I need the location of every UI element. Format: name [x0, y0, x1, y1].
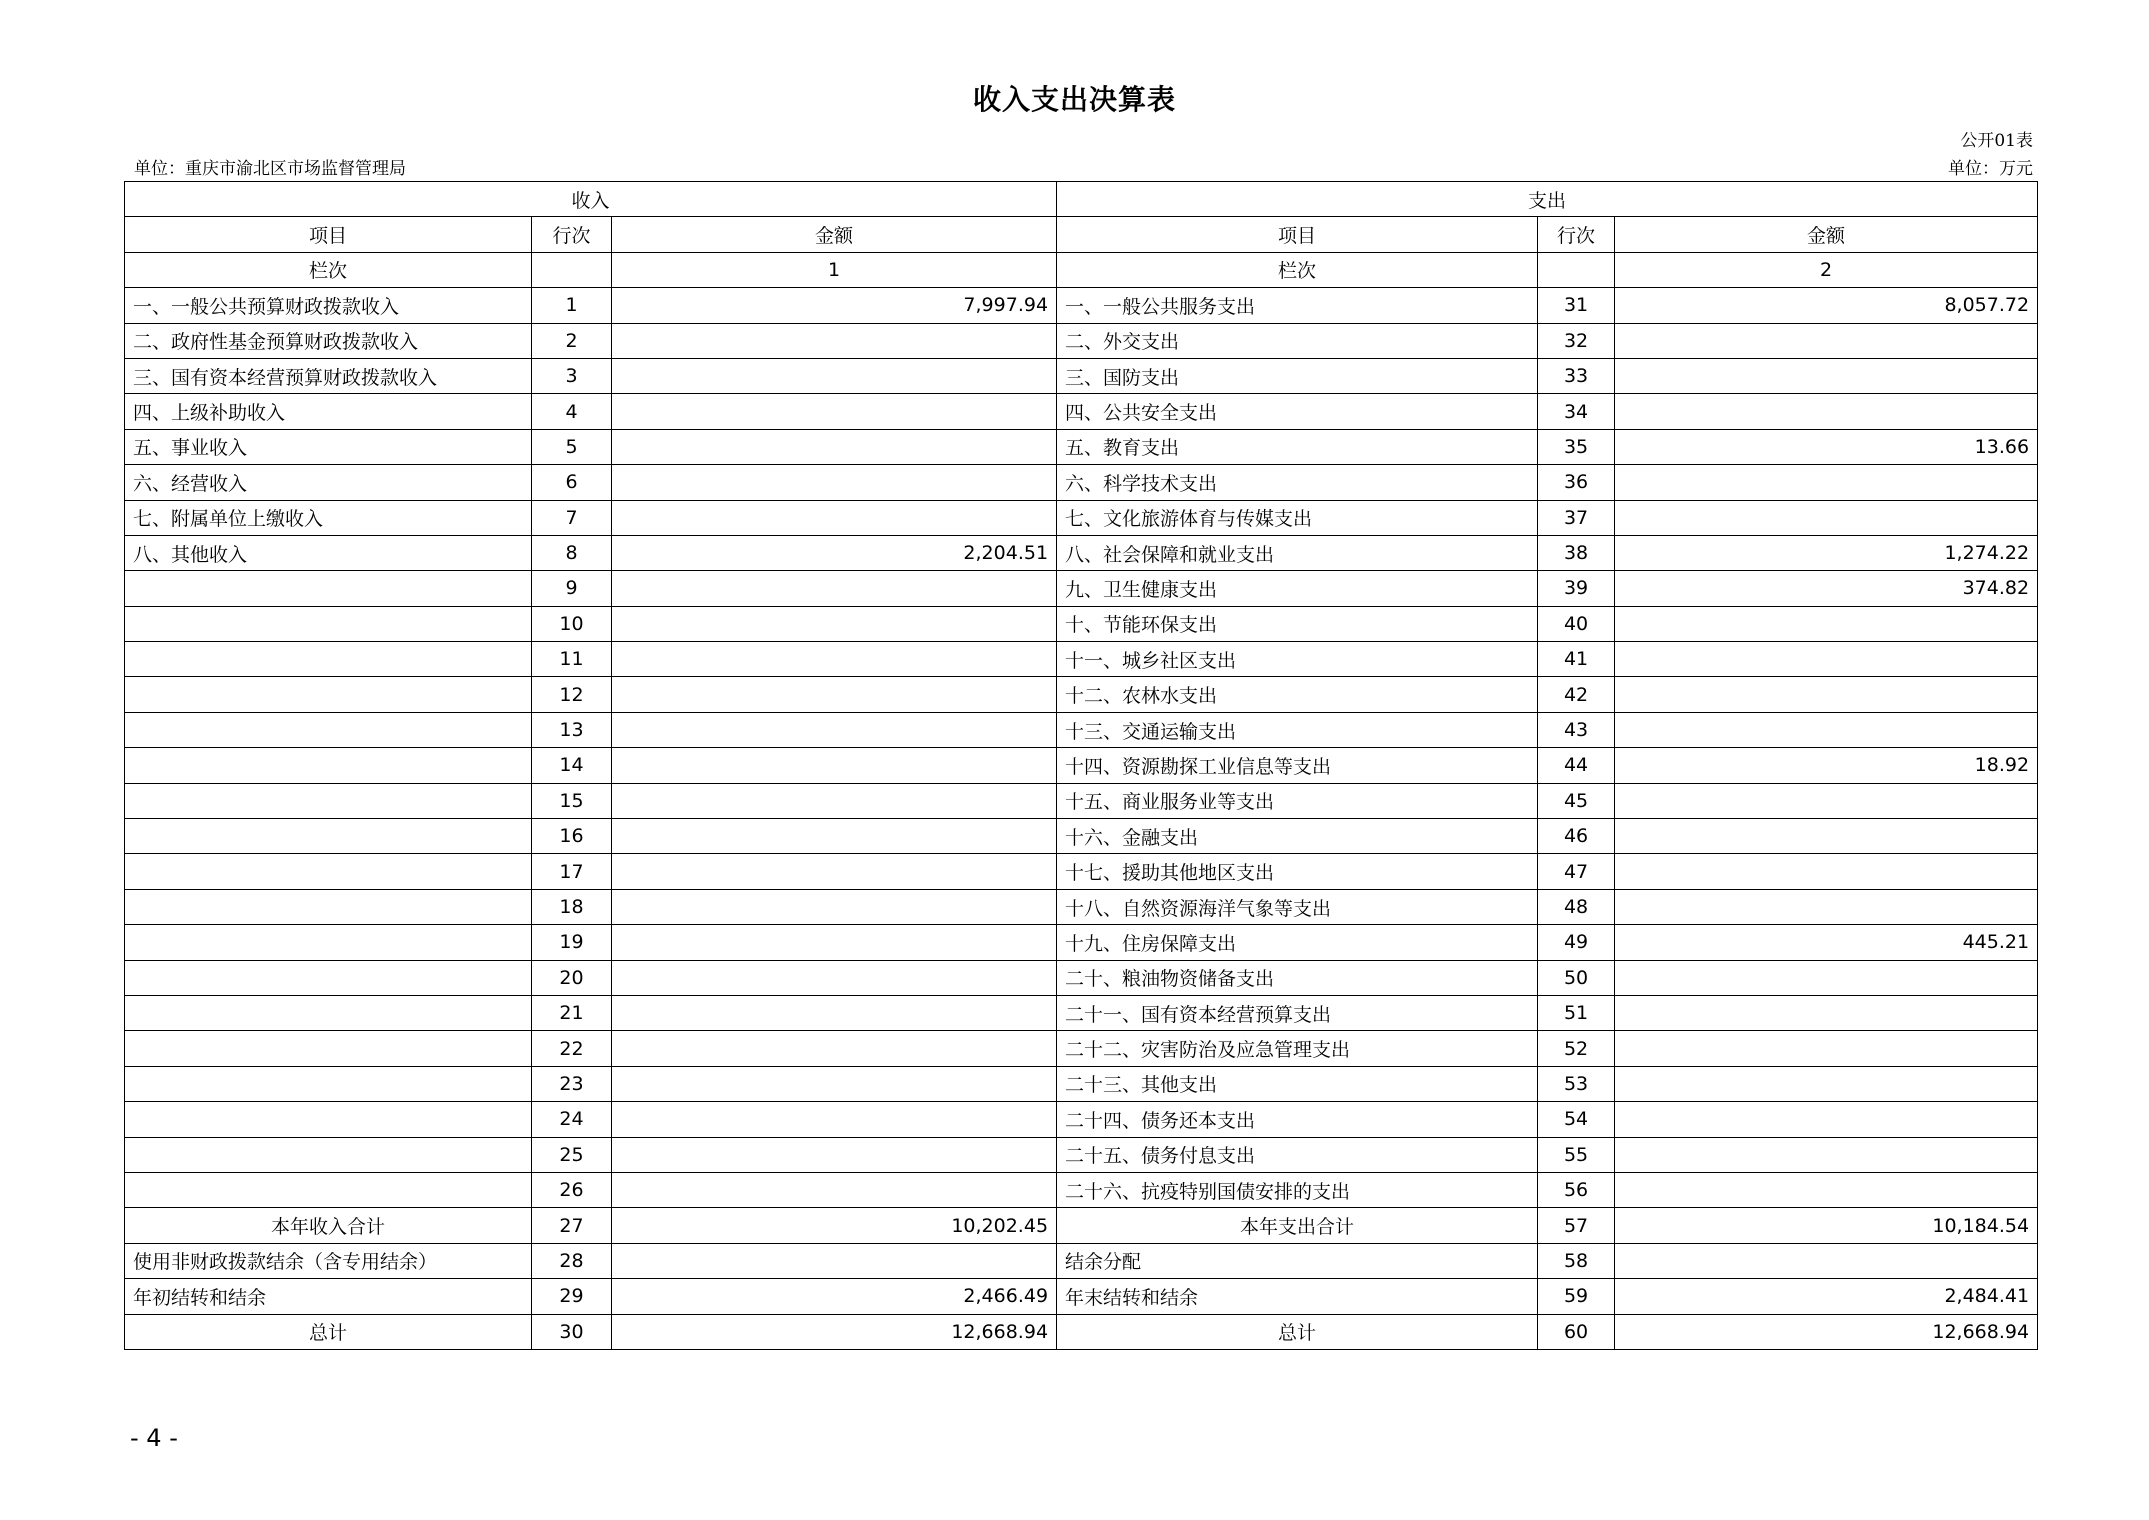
income-amount-cell	[612, 925, 1057, 960]
expense-item-cell: 二十三、其他支出	[1057, 1066, 1538, 1101]
income-expense-table	[124, 181, 2038, 1350]
income-column-blank	[532, 252, 612, 287]
expense-item-cell: 二十一、国有资本经营预算支出	[1057, 995, 1538, 1030]
income-amount-cell	[612, 960, 1057, 995]
expense-column-index: 2	[1615, 252, 2038, 287]
income-line-cell: 29	[532, 1279, 612, 1314]
table-row	[125, 394, 2038, 429]
income-amount-cell	[612, 1243, 1057, 1278]
income-line-cell: 14	[532, 748, 612, 783]
income-amount-cell	[612, 889, 1057, 924]
income-item-cell	[125, 819, 532, 854]
expense-line-cell: 60	[1538, 1314, 1615, 1349]
expense-line-cell: 40	[1538, 606, 1615, 641]
income-amount-cell	[612, 429, 1057, 464]
expense-line-cell: 56	[1538, 1172, 1615, 1207]
income-item-cell	[125, 642, 532, 677]
income-amount-cell	[612, 465, 1057, 500]
income-item-cell	[125, 677, 532, 712]
expense-item-cell: 总计	[1057, 1314, 1538, 1349]
income-line-cell: 26	[532, 1172, 612, 1207]
table-row	[125, 783, 2038, 818]
summary-row	[125, 1279, 2038, 1314]
income-item-cell: 一、一般公共预算财政拨款收入	[125, 288, 532, 323]
table-row	[125, 571, 2038, 606]
expense-item-cell: 二十、粮油物资储备支出	[1057, 960, 1538, 995]
expense-item-cell: 八、社会保障和就业支出	[1057, 535, 1538, 570]
expense-amount-cell	[1615, 995, 2038, 1030]
income-line-cell: 15	[532, 783, 612, 818]
expense-line-cell: 52	[1538, 1031, 1615, 1066]
income-amount-cell	[612, 783, 1057, 818]
income-amount-cell	[612, 1172, 1057, 1207]
expense-amount-cell: 13.66	[1615, 429, 2038, 464]
income-amount-cell	[612, 819, 1057, 854]
expense-amount-cell: 10,184.54	[1615, 1208, 2038, 1243]
expense-column-blank	[1538, 252, 1615, 287]
expense-amount-cell	[1615, 1031, 2038, 1066]
income-amount-cell	[612, 1031, 1057, 1066]
income-item-cell	[125, 748, 532, 783]
expense-line-cell: 36	[1538, 465, 1615, 500]
income-item-header: 项目	[125, 217, 532, 252]
expense-amount-cell	[1615, 1137, 2038, 1172]
income-item-cell	[125, 925, 532, 960]
expense-amount-cell	[1615, 642, 2038, 677]
expense-item-cell: 一、一般公共服务支出	[1057, 288, 1538, 323]
expense-line-cell: 51	[1538, 995, 1615, 1030]
income-item-cell: 二、政府性基金预算财政拨款收入	[125, 323, 532, 358]
income-line-cell: 5	[532, 429, 612, 464]
expense-column-label: 栏次	[1057, 252, 1538, 287]
income-line-cell: 4	[532, 394, 612, 429]
page-title: 收入支出决算表	[972, 83, 1176, 116]
expense-amount-cell: 2,484.41	[1615, 1279, 2038, 1314]
expense-amount-cell	[1615, 1066, 2038, 1101]
expense-amount-cell	[1615, 783, 2038, 818]
expense-amount-cell	[1615, 1102, 2038, 1137]
expense-amount-cell	[1615, 1243, 2038, 1278]
income-line-cell: 1	[532, 288, 612, 323]
income-amount-cell	[612, 1137, 1057, 1172]
table-row	[125, 854, 2038, 889]
income-section-header: 收入	[125, 182, 1057, 217]
expense-item-cell: 十九、住房保障支出	[1057, 925, 1538, 960]
expense-item-cell: 结余分配	[1057, 1243, 1538, 1278]
income-item-cell: 八、其他收入	[125, 535, 532, 570]
expense-line-cell: 55	[1538, 1137, 1615, 1172]
expense-item-cell: 二、外交支出	[1057, 323, 1538, 358]
table-row	[125, 748, 2038, 783]
expense-item-cell: 二十四、债务还本支出	[1057, 1102, 1538, 1137]
income-amount-cell: 7,997.94	[612, 288, 1057, 323]
income-line-header: 行次	[532, 217, 612, 252]
expense-item-cell: 本年支出合计	[1057, 1208, 1538, 1243]
expense-amount-cell	[1615, 889, 2038, 924]
expense-section-header: 支出	[1057, 182, 2038, 217]
income-line-cell: 19	[532, 925, 612, 960]
income-amount-cell	[612, 1102, 1057, 1137]
expense-line-cell: 58	[1538, 1243, 1615, 1278]
table-row	[125, 535, 2038, 570]
income-line-cell: 18	[532, 889, 612, 924]
expense-line-cell: 48	[1538, 889, 1615, 924]
expense-item-cell: 十五、商业服务业等支出	[1057, 783, 1538, 818]
income-item-cell: 本年收入合计	[125, 1208, 532, 1243]
income-item-cell	[125, 783, 532, 818]
expense-line-cell: 31	[1538, 288, 1615, 323]
expense-line-cell: 59	[1538, 1279, 1615, 1314]
expense-amount-cell	[1615, 358, 2038, 393]
income-item-cell	[125, 995, 532, 1030]
income-amount-cell	[612, 677, 1057, 712]
income-line-cell: 13	[532, 712, 612, 747]
income-amount-cell	[612, 995, 1057, 1030]
table-row	[125, 1031, 2038, 1066]
income-line-cell: 20	[532, 960, 612, 995]
expense-item-cell: 十八、自然资源海洋气象等支出	[1057, 889, 1538, 924]
expense-line-cell: 45	[1538, 783, 1615, 818]
table-row	[125, 606, 2038, 641]
expense-line-cell: 41	[1538, 642, 1615, 677]
table-row	[125, 1172, 2038, 1207]
expense-item-cell: 二十五、债务付息支出	[1057, 1137, 1538, 1172]
income-item-cell	[125, 1137, 532, 1172]
expense-item-cell: 十七、援助其他地区支出	[1057, 854, 1538, 889]
expense-line-cell: 43	[1538, 712, 1615, 747]
currency-unit: 单位：万元	[1948, 159, 2033, 179]
table-row	[125, 712, 2038, 747]
expense-amount-cell: 18.92	[1615, 748, 2038, 783]
income-line-cell: 9	[532, 571, 612, 606]
expense-amount-cell	[1615, 854, 2038, 889]
income-line-cell: 27	[532, 1208, 612, 1243]
table-row	[125, 995, 2038, 1030]
table-row	[125, 323, 2038, 358]
income-column-label: 栏次	[125, 252, 532, 287]
income-amount-cell	[612, 571, 1057, 606]
summary-row	[125, 1208, 2038, 1243]
table-row	[125, 288, 2038, 323]
income-amount-cell	[612, 323, 1057, 358]
expense-item-cell: 五、教育支出	[1057, 429, 1538, 464]
expense-amount-cell	[1615, 1172, 2038, 1207]
expense-item-cell: 十、节能环保支出	[1057, 606, 1538, 641]
income-amount-cell	[612, 748, 1057, 783]
table-row	[125, 500, 2038, 535]
income-line-cell: 11	[532, 642, 612, 677]
income-amount-cell	[612, 712, 1057, 747]
table-row	[125, 642, 2038, 677]
income-item-cell	[125, 1102, 532, 1137]
income-item-cell	[125, 889, 532, 924]
table-row	[125, 358, 2038, 393]
table-row	[125, 889, 2038, 924]
income-item-cell	[125, 960, 532, 995]
expense-line-cell: 50	[1538, 960, 1615, 995]
income-amount-cell: 2,204.51	[612, 535, 1057, 570]
income-line-cell: 10	[532, 606, 612, 641]
income-item-cell: 七、附属单位上缴收入	[125, 500, 532, 535]
income-line-cell: 24	[532, 1102, 612, 1137]
expense-amount-cell	[1615, 606, 2038, 641]
table-row	[125, 1102, 2038, 1137]
expense-item-cell: 四、公共安全支出	[1057, 394, 1538, 429]
income-line-cell: 8	[532, 535, 612, 570]
expense-line-cell: 33	[1538, 358, 1615, 393]
income-line-cell: 25	[532, 1137, 612, 1172]
expense-line-cell: 49	[1538, 925, 1615, 960]
expense-amount-cell	[1615, 712, 2038, 747]
table-row	[125, 1137, 2038, 1172]
expense-amount-cell: 374.82	[1615, 571, 2038, 606]
expense-line-cell: 38	[1538, 535, 1615, 570]
expense-line-cell: 37	[1538, 500, 1615, 535]
income-amount-cell	[612, 606, 1057, 641]
income-item-cell	[125, 606, 532, 641]
income-line-cell: 23	[532, 1066, 612, 1101]
table-row	[125, 677, 2038, 712]
income-line-cell: 7	[532, 500, 612, 535]
income-item-cell	[125, 854, 532, 889]
income-amount-cell	[612, 1066, 1057, 1101]
income-amount-cell: 10,202.45	[612, 1208, 1057, 1243]
table-row	[125, 429, 2038, 464]
income-line-cell: 30	[532, 1314, 612, 1349]
expense-item-cell: 年末结转和结余	[1057, 1279, 1538, 1314]
expense-line-cell: 39	[1538, 571, 1615, 606]
expense-item-cell: 十三、交通运输支出	[1057, 712, 1538, 747]
expense-item-cell: 九、卫生健康支出	[1057, 571, 1538, 606]
income-item-cell: 年初结转和结余	[125, 1279, 532, 1314]
income-item-cell	[125, 1066, 532, 1101]
expense-item-cell: 三、国防支出	[1057, 358, 1538, 393]
expense-line-cell: 46	[1538, 819, 1615, 854]
expense-amount-cell	[1615, 677, 2038, 712]
income-amount-cell: 2,466.49	[612, 1279, 1057, 1314]
income-line-cell: 12	[532, 677, 612, 712]
expense-amount-cell: 8,057.72	[1615, 288, 2038, 323]
income-amount-cell	[612, 394, 1057, 429]
table-row	[125, 819, 2038, 854]
income-item-cell	[125, 1172, 532, 1207]
expense-item-cell: 六、科学技术支出	[1057, 465, 1538, 500]
expense-amount-cell: 12,668.94	[1615, 1314, 2038, 1349]
income-item-cell	[125, 1031, 532, 1066]
table-row	[125, 465, 2038, 500]
income-item-cell: 三、国有资本经营预算财政拨款收入	[125, 358, 532, 393]
income-line-cell: 21	[532, 995, 612, 1030]
expense-amount-header: 金额	[1615, 217, 2038, 252]
expense-amount-cell: 445.21	[1615, 925, 2038, 960]
expense-line-cell: 42	[1538, 677, 1615, 712]
expense-line-cell: 54	[1538, 1102, 1615, 1137]
expense-line-cell: 32	[1538, 323, 1615, 358]
income-item-cell: 总计	[125, 1314, 532, 1349]
expense-line-cell: 35	[1538, 429, 1615, 464]
income-item-cell: 使用非财政拨款结余（含专用结余）	[125, 1243, 532, 1278]
expense-amount-cell	[1615, 394, 2038, 429]
expense-item-cell: 二十二、灾害防治及应急管理支出	[1057, 1031, 1538, 1066]
table-row	[125, 925, 2038, 960]
expense-item-cell: 七、文化旅游体育与传媒支出	[1057, 500, 1538, 535]
expense-item-cell: 十一、城乡社区支出	[1057, 642, 1538, 677]
page-number: - 4 -	[130, 1424, 178, 1452]
column-header-row	[125, 217, 2038, 252]
income-line-cell: 28	[532, 1243, 612, 1278]
expense-amount-cell: 1,274.22	[1615, 535, 2038, 570]
income-line-cell: 6	[532, 465, 612, 500]
income-amount-cell	[612, 500, 1057, 535]
expense-line-cell: 34	[1538, 394, 1615, 429]
table-row	[125, 960, 2038, 995]
expense-item-cell: 十六、金融支出	[1057, 819, 1538, 854]
income-line-cell: 17	[532, 854, 612, 889]
form-number: 公开01表	[1960, 131, 2033, 151]
income-column-index: 1	[612, 252, 1057, 287]
expense-amount-cell	[1615, 960, 2038, 995]
income-item-cell: 四、上级补助收入	[125, 394, 532, 429]
column-index-row	[125, 252, 2038, 287]
expense-amount-cell	[1615, 819, 2038, 854]
income-item-cell	[125, 712, 532, 747]
income-item-cell: 六、经营收入	[125, 465, 532, 500]
income-item-cell	[125, 571, 532, 606]
expense-amount-cell	[1615, 500, 2038, 535]
income-line-cell: 2	[532, 323, 612, 358]
table-row	[125, 1066, 2038, 1101]
summary-row	[125, 1243, 2038, 1278]
income-line-cell: 3	[532, 358, 612, 393]
income-amount-cell	[612, 358, 1057, 393]
expense-item-cell: 十四、资源勘探工业信息等支出	[1057, 748, 1538, 783]
reporting-unit: 单位：重庆市渝北区市场监督管理局	[134, 159, 406, 179]
income-amount-cell: 12,668.94	[612, 1314, 1057, 1349]
expense-item-cell: 二十六、抗疫特别国债安排的支出	[1057, 1172, 1538, 1207]
income-amount-cell	[612, 854, 1057, 889]
income-amount-cell	[612, 642, 1057, 677]
expense-amount-cell	[1615, 465, 2038, 500]
expense-line-cell: 44	[1538, 748, 1615, 783]
expense-line-cell: 53	[1538, 1066, 1615, 1101]
expense-line-cell: 57	[1538, 1208, 1615, 1243]
summary-row	[125, 1314, 2038, 1349]
expense-amount-cell	[1615, 323, 2038, 358]
income-amount-header: 金额	[612, 217, 1057, 252]
section-header-row	[125, 182, 2038, 217]
income-line-cell: 16	[532, 819, 612, 854]
income-line-cell: 22	[532, 1031, 612, 1066]
expense-item-header: 项目	[1057, 217, 1538, 252]
expense-item-cell: 十二、农林水支出	[1057, 677, 1538, 712]
income-item-cell: 五、事业收入	[125, 429, 532, 464]
expense-line-cell: 47	[1538, 854, 1615, 889]
expense-line-header: 行次	[1538, 217, 1615, 252]
